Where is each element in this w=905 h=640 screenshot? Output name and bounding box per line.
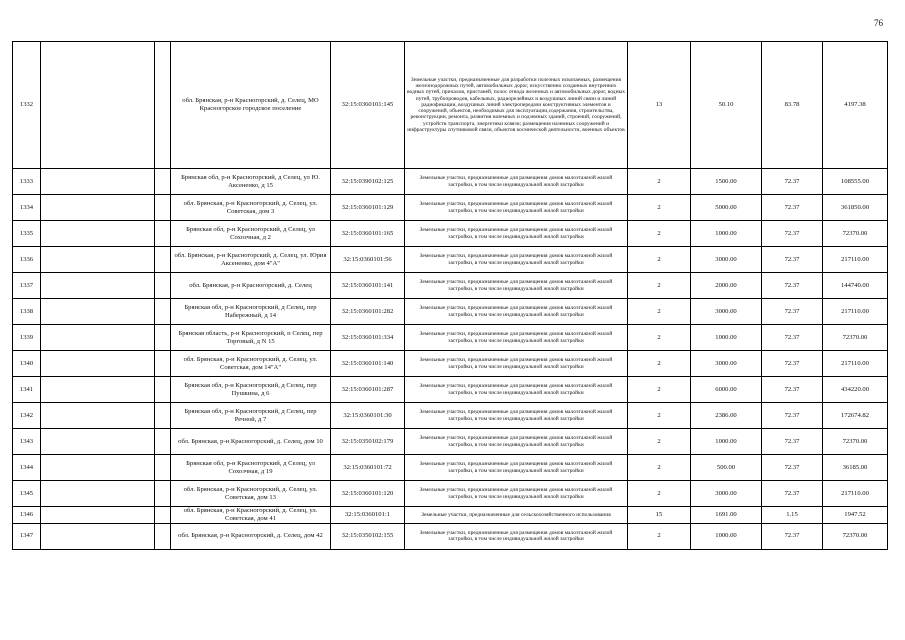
page-number: 76	[874, 18, 883, 28]
address-cell: Брянская область, р-н Красногорский, п Селец, пер Торговый, д N 15	[171, 325, 331, 351]
row-number: 1338	[13, 299, 41, 325]
value-cell: 36185.00	[823, 455, 888, 481]
category-cell: 2	[628, 221, 691, 247]
table-row	[13, 325, 888, 351]
address-cell: обл. Брянская, р-н Красногорский, д. Селец, ул. Юрия Аксененко, дом 4"А"	[171, 247, 331, 273]
table-row	[13, 403, 888, 429]
owner-cell	[41, 299, 155, 325]
table-row	[13, 221, 888, 247]
area-cell: 1691.00	[691, 507, 762, 524]
row-number: 1342	[13, 403, 41, 429]
land-registry-table	[12, 41, 888, 550]
area-cell: 5000.00	[691, 195, 762, 221]
cadastral-number-cell: 32:15:0360101:282	[331, 299, 405, 325]
cadastral-number-cell: 32:15:0360101:120	[331, 481, 405, 507]
category-cell: 2	[628, 377, 691, 403]
row-number: 1336	[13, 247, 41, 273]
extra-cell	[155, 377, 171, 403]
row-number: 1346	[13, 507, 41, 524]
value-cell: 217110.00	[823, 247, 888, 273]
extra-cell	[155, 42, 171, 169]
rate-cell: 72.37	[762, 481, 823, 507]
value-cell: 144740.00	[823, 273, 888, 299]
rate-cell: 72.37	[762, 169, 823, 195]
table-row	[13, 195, 888, 221]
area-cell: 3000.00	[691, 247, 762, 273]
category-cell: 2	[628, 247, 691, 273]
address-cell: Брянская обл, р-н Красногорский, д Селец, ул Сохозчная, д 2	[171, 221, 331, 247]
land-use-cell: Земельные участки, предназначенные для размещения домов малоэтажной жилой застройки, в том числе индивидуальной жилой застройки	[405, 481, 628, 507]
area-cell: 1000.00	[691, 429, 762, 455]
cadastral-number-cell: 32:15:0360101:129	[331, 195, 405, 221]
extra-cell	[155, 429, 171, 455]
land-use-cell: Земельные участки, предназначенные для размещения домов малоэтажной жилой застройки, в том числе индивидуальной жилой застройки	[405, 247, 628, 273]
owner-cell	[41, 403, 155, 429]
owner-cell	[41, 481, 155, 507]
land-use-cell: Земельные участки, предназначенные для размещения домов малоэтажной жилой застройки, в том числе индивидуальной жилой застройки	[405, 377, 628, 403]
rate-cell: 72.37	[762, 429, 823, 455]
table-row	[13, 169, 888, 195]
address-cell: обл. Брянская, р-н Красногорский, д. Селец, ул. Советская, дом 3	[171, 195, 331, 221]
owner-cell	[41, 523, 155, 549]
address-cell: обл. Брянская, р-н Красногорский, д. Селец, ул. Советская, дом 13	[171, 481, 331, 507]
land-use-cell: Земельные участки, предназначенные для размещения домов малоэтажной жилой застройки, в том числе индивидуальной жилой застройки	[405, 351, 628, 377]
land-use-cell: Земельные участки, предназначенные для разработки полезных ископаемых, размещения железнодорожных путей, автомобильных дорог, искусственно созданных внутренних водных путей, причалов, пристаней, полос отвода железных и автомобильных дорог, водных путей, трубопроводов, кабельных, радиорелейных и воздушных линий связи и линий радиофикации, воздушных линий электропередачи конструктивных элементов и сооружений, объектов, необходимых для эксплуатации,содержания, строительства, реконструкции, ремонта, развития наземных и подземных зданий, строений, сооружений, устройств транспорта, энергетики ксвязи; размещения наземных сооружений и инфраструктуры спутниковой связи, объектов космической деятельности, военных объектов	[405, 42, 628, 169]
extra-cell	[155, 221, 171, 247]
extra-cell	[155, 351, 171, 377]
cadastral-number-cell: 32:15:0360101:165	[331, 221, 405, 247]
rate-cell: 1.15	[762, 507, 823, 524]
rate-cell: 72.37	[762, 523, 823, 549]
row-number: 1337	[13, 273, 41, 299]
land-use-cell: Земельные участки, предназначенные для размещения домов малоэтажной жилой застройки, в том числе индивидуальной жилой застройки	[405, 169, 628, 195]
table-row	[13, 351, 888, 377]
land-use-cell: Земельные участки, предназначенные для размещения домов малоэтажной жилой застройки, в том числе индивидуальной жилой застройки	[405, 455, 628, 481]
extra-cell	[155, 273, 171, 299]
extra-cell	[155, 481, 171, 507]
row-number: 1335	[13, 221, 41, 247]
address-cell: обл. Брянская, р-н Красногорский, д. Селец, дом 10	[171, 429, 331, 455]
cadastral-number-cell: 32:15:0350102:179	[331, 429, 405, 455]
address-cell: Брянская обл, р-н Красногорский, д Селец, ул Ю. Акcененко, д 15	[171, 169, 331, 195]
rate-cell: 72.37	[762, 377, 823, 403]
value-cell: 4197.38	[823, 42, 888, 169]
cadastral-number-cell: 32:15:0360101:334	[331, 325, 405, 351]
value-cell: 217110.00	[823, 351, 888, 377]
category-cell: 2	[628, 351, 691, 377]
land-use-cell: Земельные участки, предназначенные для размещения домов малоэтажной жилой застройки, в том числе индивидуальной жилой застройки	[405, 221, 628, 247]
address-cell: обл. Брянская, р-н Красногорский, д. Селец, ул. Советская, дом 14"А"	[171, 351, 331, 377]
row-number: 1347	[13, 523, 41, 549]
cadastral-number-cell: 32:15:0360101:140	[331, 351, 405, 377]
value-cell: 361850.00	[823, 195, 888, 221]
owner-cell	[41, 351, 155, 377]
table-body	[13, 42, 888, 550]
rate-cell: 72.37	[762, 455, 823, 481]
value-cell: 72370.00	[823, 523, 888, 549]
land-use-cell: Земельные участки, предназначенные для размещения домов малоэтажной жилой застройки, в том числе индивидуальной жилой застройки	[405, 429, 628, 455]
extra-cell	[155, 325, 171, 351]
value-cell: 72370.00	[823, 221, 888, 247]
area-cell: 1000.00	[691, 221, 762, 247]
cadastral-number-cell: 32:15:0360101:1	[331, 507, 405, 524]
cadastral-number-cell: 32:15:0360101:287	[331, 377, 405, 403]
value-cell: 217110.00	[823, 481, 888, 507]
category-cell: 2	[628, 481, 691, 507]
value-cell: 72370.00	[823, 429, 888, 455]
row-number: 1334	[13, 195, 41, 221]
area-cell: 2000.00	[691, 273, 762, 299]
row-number: 1332	[13, 42, 41, 169]
extra-cell	[155, 299, 171, 325]
address-cell: Брянская обл, р-н Красногорский, д Селец, пер Набережный, д 14	[171, 299, 331, 325]
land-use-cell: Земельные участки, предназначенные для размещения домов малоэтажной жилой застройки, в том числе индивидуальной жилой застройки	[405, 195, 628, 221]
table-row	[13, 507, 888, 524]
rate-cell: 72.37	[762, 351, 823, 377]
category-cell: 2	[628, 325, 691, 351]
row-number: 1340	[13, 351, 41, 377]
owner-cell	[41, 429, 155, 455]
address-cell: обл. Брянская, р-н Красногорский, д. Селец, ул. Советская, дом 41	[171, 507, 331, 524]
value-cell: 172674.82	[823, 403, 888, 429]
owner-cell	[41, 247, 155, 273]
area-cell: 2386.00	[691, 403, 762, 429]
table-row	[13, 377, 888, 403]
address-cell: обл. Брянская, р-н Красногорский, д. Селец, МО Красногорское городское поселение	[171, 42, 331, 169]
category-cell: 2	[628, 195, 691, 221]
table-row	[13, 273, 888, 299]
value-cell: 217110.00	[823, 299, 888, 325]
category-cell: 2	[628, 299, 691, 325]
address-cell: обл. Брянская, р-н Красногорский, д. Селец	[171, 273, 331, 299]
category-cell: 2	[628, 403, 691, 429]
rate-cell: 72.37	[762, 195, 823, 221]
address-cell: Брянская обл, р-н Красногорский, д Селец, пер Речной, д 7	[171, 403, 331, 429]
land-use-cell: Земельные участки, предназначенные для размещения домов малоэтажной жилой застройки, в том числе индивидуальной жилой застройки	[405, 325, 628, 351]
rate-cell: 72.37	[762, 221, 823, 247]
area-cell: 6000.00	[691, 377, 762, 403]
area-cell: 500.00	[691, 455, 762, 481]
row-number: 1341	[13, 377, 41, 403]
cadastral-number-cell: 32:15:0360101:145	[331, 42, 405, 169]
table-row	[13, 429, 888, 455]
table-row	[13, 455, 888, 481]
value-cell: 108555.00	[823, 169, 888, 195]
address-cell: Брянская обл, р-н Красногорский, д Селец, пер Пушкина, д 6	[171, 377, 331, 403]
row-number: 1343	[13, 429, 41, 455]
owner-cell	[41, 42, 155, 169]
category-cell: 13	[628, 42, 691, 169]
land-use-cell: Земельные участки, предназначенные для размещения домов малоэтажной жилой застройки, в том числе индивидуальной жилой застройки	[405, 299, 628, 325]
table-row	[13, 481, 888, 507]
land-use-cell: Земельные участки, предназначенные для размещения домов малоэтажной жилой застройки, в том числе индивидуальной жилой застройки	[405, 403, 628, 429]
rate-cell: 72.37	[762, 247, 823, 273]
extra-cell	[155, 507, 171, 524]
row-number: 1333	[13, 169, 41, 195]
rate-cell: 72.37	[762, 299, 823, 325]
area-cell: 3000.00	[691, 299, 762, 325]
owner-cell	[41, 273, 155, 299]
address-cell: Брянская обл, р-н Красногорский, д Селец, ул Сохозчная, д 19	[171, 455, 331, 481]
row-number: 1345	[13, 481, 41, 507]
owner-cell	[41, 455, 155, 481]
land-use-cell: Земельные участки, предназначенные для размещения домов малоэтажной жилой застройки, в том числе индивидуальной жилой застройки	[405, 523, 628, 549]
category-cell: 2	[628, 429, 691, 455]
value-cell: 434220.00	[823, 377, 888, 403]
area-cell: 1500.00	[691, 169, 762, 195]
cadastral-number-cell: 32:15:0360101:141	[331, 273, 405, 299]
extra-cell	[155, 247, 171, 273]
address-cell: обл. Брянская, р-н Красногорский, д. Селец, дом 42	[171, 523, 331, 549]
owner-cell	[41, 195, 155, 221]
extra-cell	[155, 195, 171, 221]
rate-cell: 72.37	[762, 403, 823, 429]
extra-cell	[155, 169, 171, 195]
row-number: 1344	[13, 455, 41, 481]
cadastral-number-cell: 32:15:0360101:30	[331, 403, 405, 429]
rate-cell: 83.78	[762, 42, 823, 169]
table-row	[13, 523, 888, 549]
cadastral-number-cell: 32:15:0390102:125	[331, 169, 405, 195]
category-cell: 2	[628, 455, 691, 481]
owner-cell	[41, 169, 155, 195]
rate-cell: 72.37	[762, 273, 823, 299]
category-cell: 2	[628, 523, 691, 549]
owner-cell	[41, 507, 155, 524]
category-cell: 2	[628, 273, 691, 299]
extra-cell	[155, 523, 171, 549]
land-use-cell: Земельные участки, предназначенные для сельскохозяйственного использования	[405, 507, 628, 524]
category-cell: 2	[628, 169, 691, 195]
area-cell: 1000.00	[691, 325, 762, 351]
cadastral-number-cell: 32:15:0360101:72	[331, 455, 405, 481]
area-cell: 50.10	[691, 42, 762, 169]
row-number: 1339	[13, 325, 41, 351]
owner-cell	[41, 221, 155, 247]
cadastral-number-cell: 32:15:0350102:155	[331, 523, 405, 549]
owner-cell	[41, 325, 155, 351]
value-cell: 72370.00	[823, 325, 888, 351]
land-use-cell: Земельные участки, предназначенные для размещения домов малоэтажной жилой застройки, в том числе индивидуальной жилой застройки	[405, 273, 628, 299]
table-row	[13, 247, 888, 273]
rate-cell: 72.37	[762, 325, 823, 351]
extra-cell	[155, 455, 171, 481]
table-row	[13, 42, 888, 169]
value-cell: 1947.52	[823, 507, 888, 524]
extra-cell	[155, 403, 171, 429]
table-row	[13, 299, 888, 325]
cadastral-number-cell: 32:15:0360101:56	[331, 247, 405, 273]
area-cell: 1000.00	[691, 523, 762, 549]
category-cell: 15	[628, 507, 691, 524]
area-cell: 3000.00	[691, 481, 762, 507]
area-cell: 3000.00	[691, 351, 762, 377]
owner-cell	[41, 377, 155, 403]
